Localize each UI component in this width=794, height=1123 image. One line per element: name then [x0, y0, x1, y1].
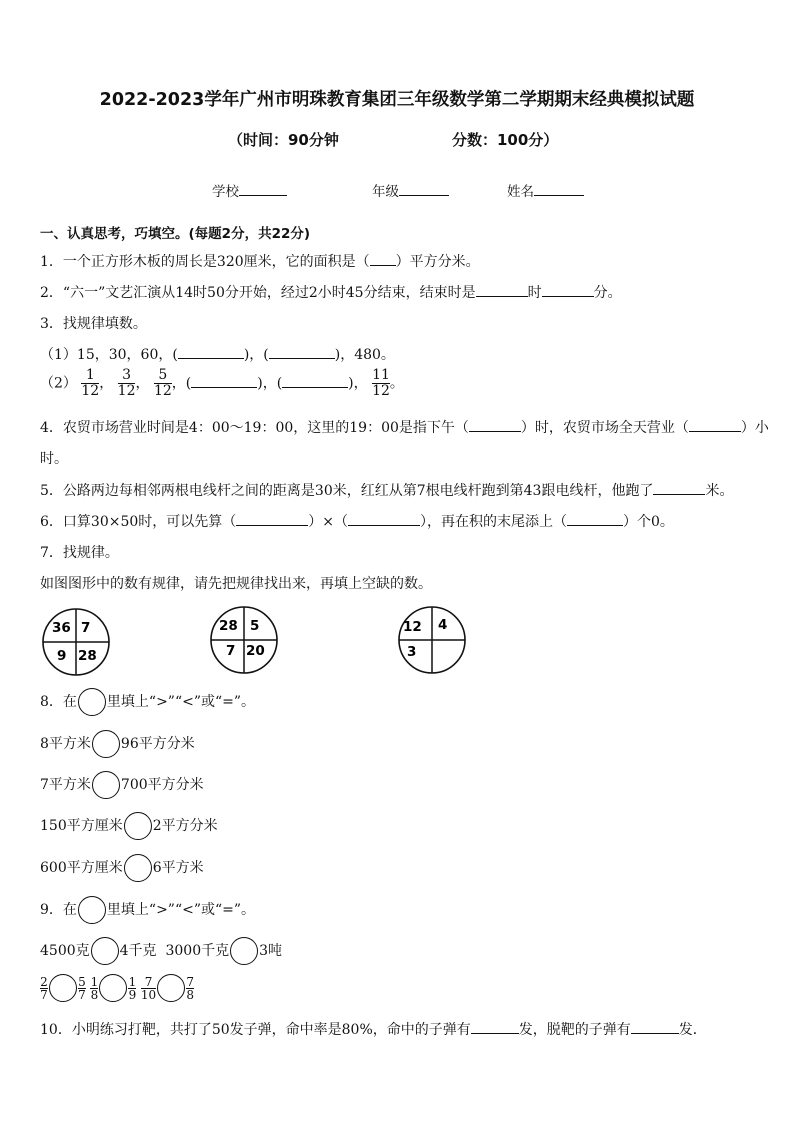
question-4-cont: 时。 [40, 451, 68, 467]
q9-row-1: 4500克 4千克 3000千克 3吨 [40, 937, 282, 965]
school-blank[interactable] [239, 181, 287, 196]
pie-diagram-3 [396, 604, 468, 676]
compare-circle[interactable] [92, 730, 120, 758]
name-label: 姓名 [507, 184, 534, 200]
question-8: 8．在 里填上“>”“<”或“=”。 [40, 688, 255, 716]
compare-circle[interactable] [49, 974, 77, 1002]
q5-blank[interactable] [653, 480, 705, 495]
pie3-top-left: 12 [403, 619, 422, 635]
pie-diagram-1 [40, 606, 112, 678]
q6-blank-c[interactable] [567, 511, 623, 526]
question-1: 1．一个正方形木板的周长是320厘米，它的面积是（ ）平方分米。 [40, 251, 480, 271]
fraction: $\frac{3}{12}$ [117, 367, 136, 399]
compare-circle[interactable] [230, 937, 258, 965]
name-field[interactable] [507, 180, 584, 200]
q8-item: 150平方厘米 2平方分米 [40, 812, 218, 840]
q4-blank-a[interactable] [469, 417, 521, 432]
pie1-bottom-right: 28 [78, 648, 97, 664]
question-5: 5．公路两边每相邻两根电线杆之间的距离是30米，红红从第7根电线杆跑到第43跟电线杆，他跑了 米。 [40, 480, 733, 500]
score-label: 分数：100分） [452, 131, 559, 149]
compare-circle[interactable] [91, 937, 119, 965]
q3-1-blank-b[interactable] [269, 344, 335, 359]
compare-circle[interactable] [92, 771, 120, 799]
fraction: $\frac{1}{9}$ [128, 974, 137, 1002]
question-7-desc: 如图图形中的数有规律，请先把规律找出来，再填上空缺的数。 [40, 576, 432, 592]
question-3-part-2: （2） $\frac{1}{12}$ ， $\frac{3}{12}$ ， $\frac{5}{12}$ ，( )，( )， $\frac{11}{12}$ 。 [40, 367, 404, 399]
section-heading: 一、认真思考，巧填空。(每题2分，共22分) [40, 226, 311, 242]
fraction: $\frac{5}{7}$ [78, 974, 86, 1002]
page-title: 2022-2023学年广州市明珠教育集团三年级数学第二学期期末经典模拟试题 [99, 90, 695, 110]
pie3-bottom-left: 3 [407, 644, 417, 660]
fraction: $\frac{1}{12}$ [81, 367, 100, 399]
fraction: $\frac{7}{8}$ [186, 974, 194, 1002]
school-field[interactable] [212, 180, 287, 200]
compare-circle[interactable] [78, 688, 106, 716]
q6-blank-a[interactable] [236, 511, 308, 526]
q2-hour-blank[interactable] [476, 282, 528, 297]
question-6: 6．口算30×50时，可以先算（ ）×（ ），再在积的末尾添上（ ）个0。 [40, 511, 674, 531]
grade-blank[interactable] [399, 181, 449, 196]
q3-1-blank-a[interactable] [178, 344, 244, 359]
fraction: $\frac{7}{10}$ [140, 974, 157, 1002]
question-9: 9．在 里填上“>”“<”或“=”。 [40, 896, 255, 924]
q9-row-2 [40, 974, 194, 1002]
question-2: 2．“六一”文艺汇演从14时50分开始，经过2小时45分结束，结束时是 时 分。 [40, 282, 622, 302]
pie1-top-right: 7 [81, 620, 91, 636]
question-3: 3．找规律填数。 [40, 316, 147, 332]
compare-circle[interactable] [99, 974, 127, 1002]
fraction: $\frac{5}{12}$ [153, 367, 172, 399]
q1-blank[interactable] [370, 251, 396, 266]
question-4: 4．农贸市场营业时间是4：00～19：00，这里的19：00是指下午（ ）时，农贸市场全天营业（ ）小 [40, 417, 769, 437]
pie1-bottom-left: 9 [57, 648, 67, 664]
fraction: $\frac{11}{12}$ [372, 367, 390, 399]
q10-blank-a[interactable] [471, 1019, 519, 1034]
pie1-top-left: 36 [52, 620, 71, 636]
compare-circle[interactable] [157, 974, 185, 1002]
school-label: 学校 [212, 184, 239, 200]
grade-field[interactable] [372, 180, 449, 200]
name-blank[interactable] [534, 181, 584, 196]
fraction: $\frac{1}{8}$ [90, 974, 99, 1002]
compare-circle[interactable] [124, 854, 152, 882]
q8-item: 600平方厘米 6平方米 [40, 854, 204, 882]
q8-item: 7平方米 700平方分米 [40, 771, 204, 799]
compare-circle[interactable] [78, 896, 106, 924]
q3-2-blank-a[interactable] [191, 373, 257, 388]
q4-blank-b[interactable] [689, 417, 741, 432]
pie-diagram-2 [208, 604, 280, 676]
question-3-part-1: （1）15，30，60，( )，( )，480。 [40, 344, 395, 364]
pie2-bottom-right: 20 [246, 643, 265, 659]
q2-minute-blank[interactable] [542, 282, 594, 297]
q8-item: 8平方米 96平方分米 [40, 730, 195, 758]
time-label: （时间：90分钟 [228, 131, 339, 149]
q3-2-blank-b[interactable] [282, 373, 348, 388]
question-10: 10．小明练习打靶，共打了50发子弹，命中率是80%，命中的子弹有 发，脱靶的子弹有 发． [40, 1019, 707, 1039]
pie2-bottom-left: 7 [226, 643, 236, 659]
fraction: $\frac{2}{7}$ [40, 974, 48, 1002]
pie3-top-right: 4 [438, 617, 448, 633]
grade-label: 年级 [372, 184, 399, 200]
pie2-top-left: 28 [219, 618, 238, 634]
question-7: 7．找规律。 [40, 545, 119, 561]
q6-blank-b[interactable] [348, 511, 420, 526]
pie2-top-right: 5 [250, 618, 260, 634]
compare-circle[interactable] [124, 812, 152, 840]
q10-blank-b[interactable] [631, 1019, 679, 1034]
